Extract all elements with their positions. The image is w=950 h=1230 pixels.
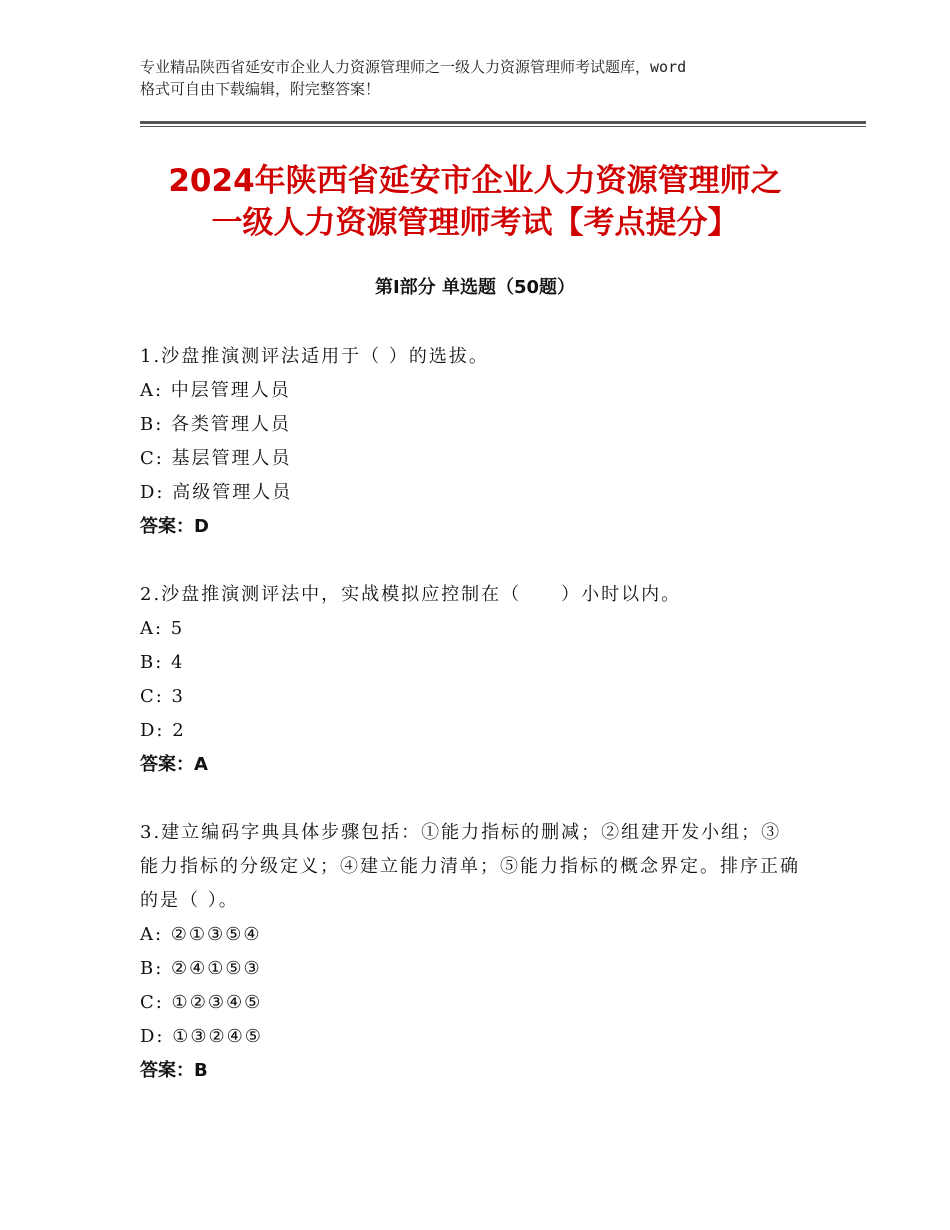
section-title: 第Ⅰ部分 单选题（50题）	[374, 277, 575, 298]
option-b: B: 4	[140, 652, 185, 673]
header-rule-thin	[140, 126, 866, 127]
header-note	[140, 56, 840, 100]
option-c: C: 3	[140, 686, 186, 707]
question-list	[140, 340, 800, 1122]
option-a: A: ②①③⑤④	[140, 924, 262, 945]
question-stem: 2.沙盘推演测评法中，实战模拟应控制在（ ）小时以内。	[140, 584, 682, 605]
question-stem: 3.建立编码字典具体步骤包括：①能力指标的删减；②组建开发小组；③能力指标的分级定义；④建立能力清单；⑤能力指标的概念界定。排序正确的是（ ）。	[140, 822, 800, 911]
option-b: B: 各类管理人员	[140, 414, 292, 435]
header-rule-thick	[140, 121, 866, 124]
question-3	[140, 816, 800, 1088]
document-title-line-1: 2024年陕西省延安市企业人力资源管理师之	[168, 163, 782, 199]
option-a: A: 5	[140, 618, 185, 639]
question-2	[140, 578, 800, 782]
option-c: C: ①②③④⑤	[140, 992, 263, 1013]
option-c: C: 基层管理人员	[140, 448, 292, 469]
question-1	[140, 340, 800, 544]
question-stem: 1.沙盘推演测评法适用于（ ）的选拔。	[140, 346, 489, 367]
document-title-line-2: 一级人力资源管理师考试【考点提分】	[211, 205, 739, 241]
option-a: A: 中层管理人员	[140, 380, 291, 401]
option-d: D: 2	[140, 720, 186, 741]
option-d: D: ①③②④⑤	[140, 1026, 263, 1047]
header-note-line-1: 专业精品陕西省延安市企业人力资源管理师之一级人力资源管理师考试题库，word	[140, 58, 687, 76]
option-d: D: 高级管理人员	[140, 482, 293, 503]
document-title	[80, 160, 870, 244]
option-b: B: ②④①⑤③	[140, 958, 262, 979]
header-note-line-2: 格式可自由下载编辑，附完整答案！	[140, 80, 381, 98]
answer: 答案：A	[140, 754, 208, 775]
answer: 答案：B	[140, 1060, 208, 1081]
answer: 答案：D	[140, 516, 209, 537]
